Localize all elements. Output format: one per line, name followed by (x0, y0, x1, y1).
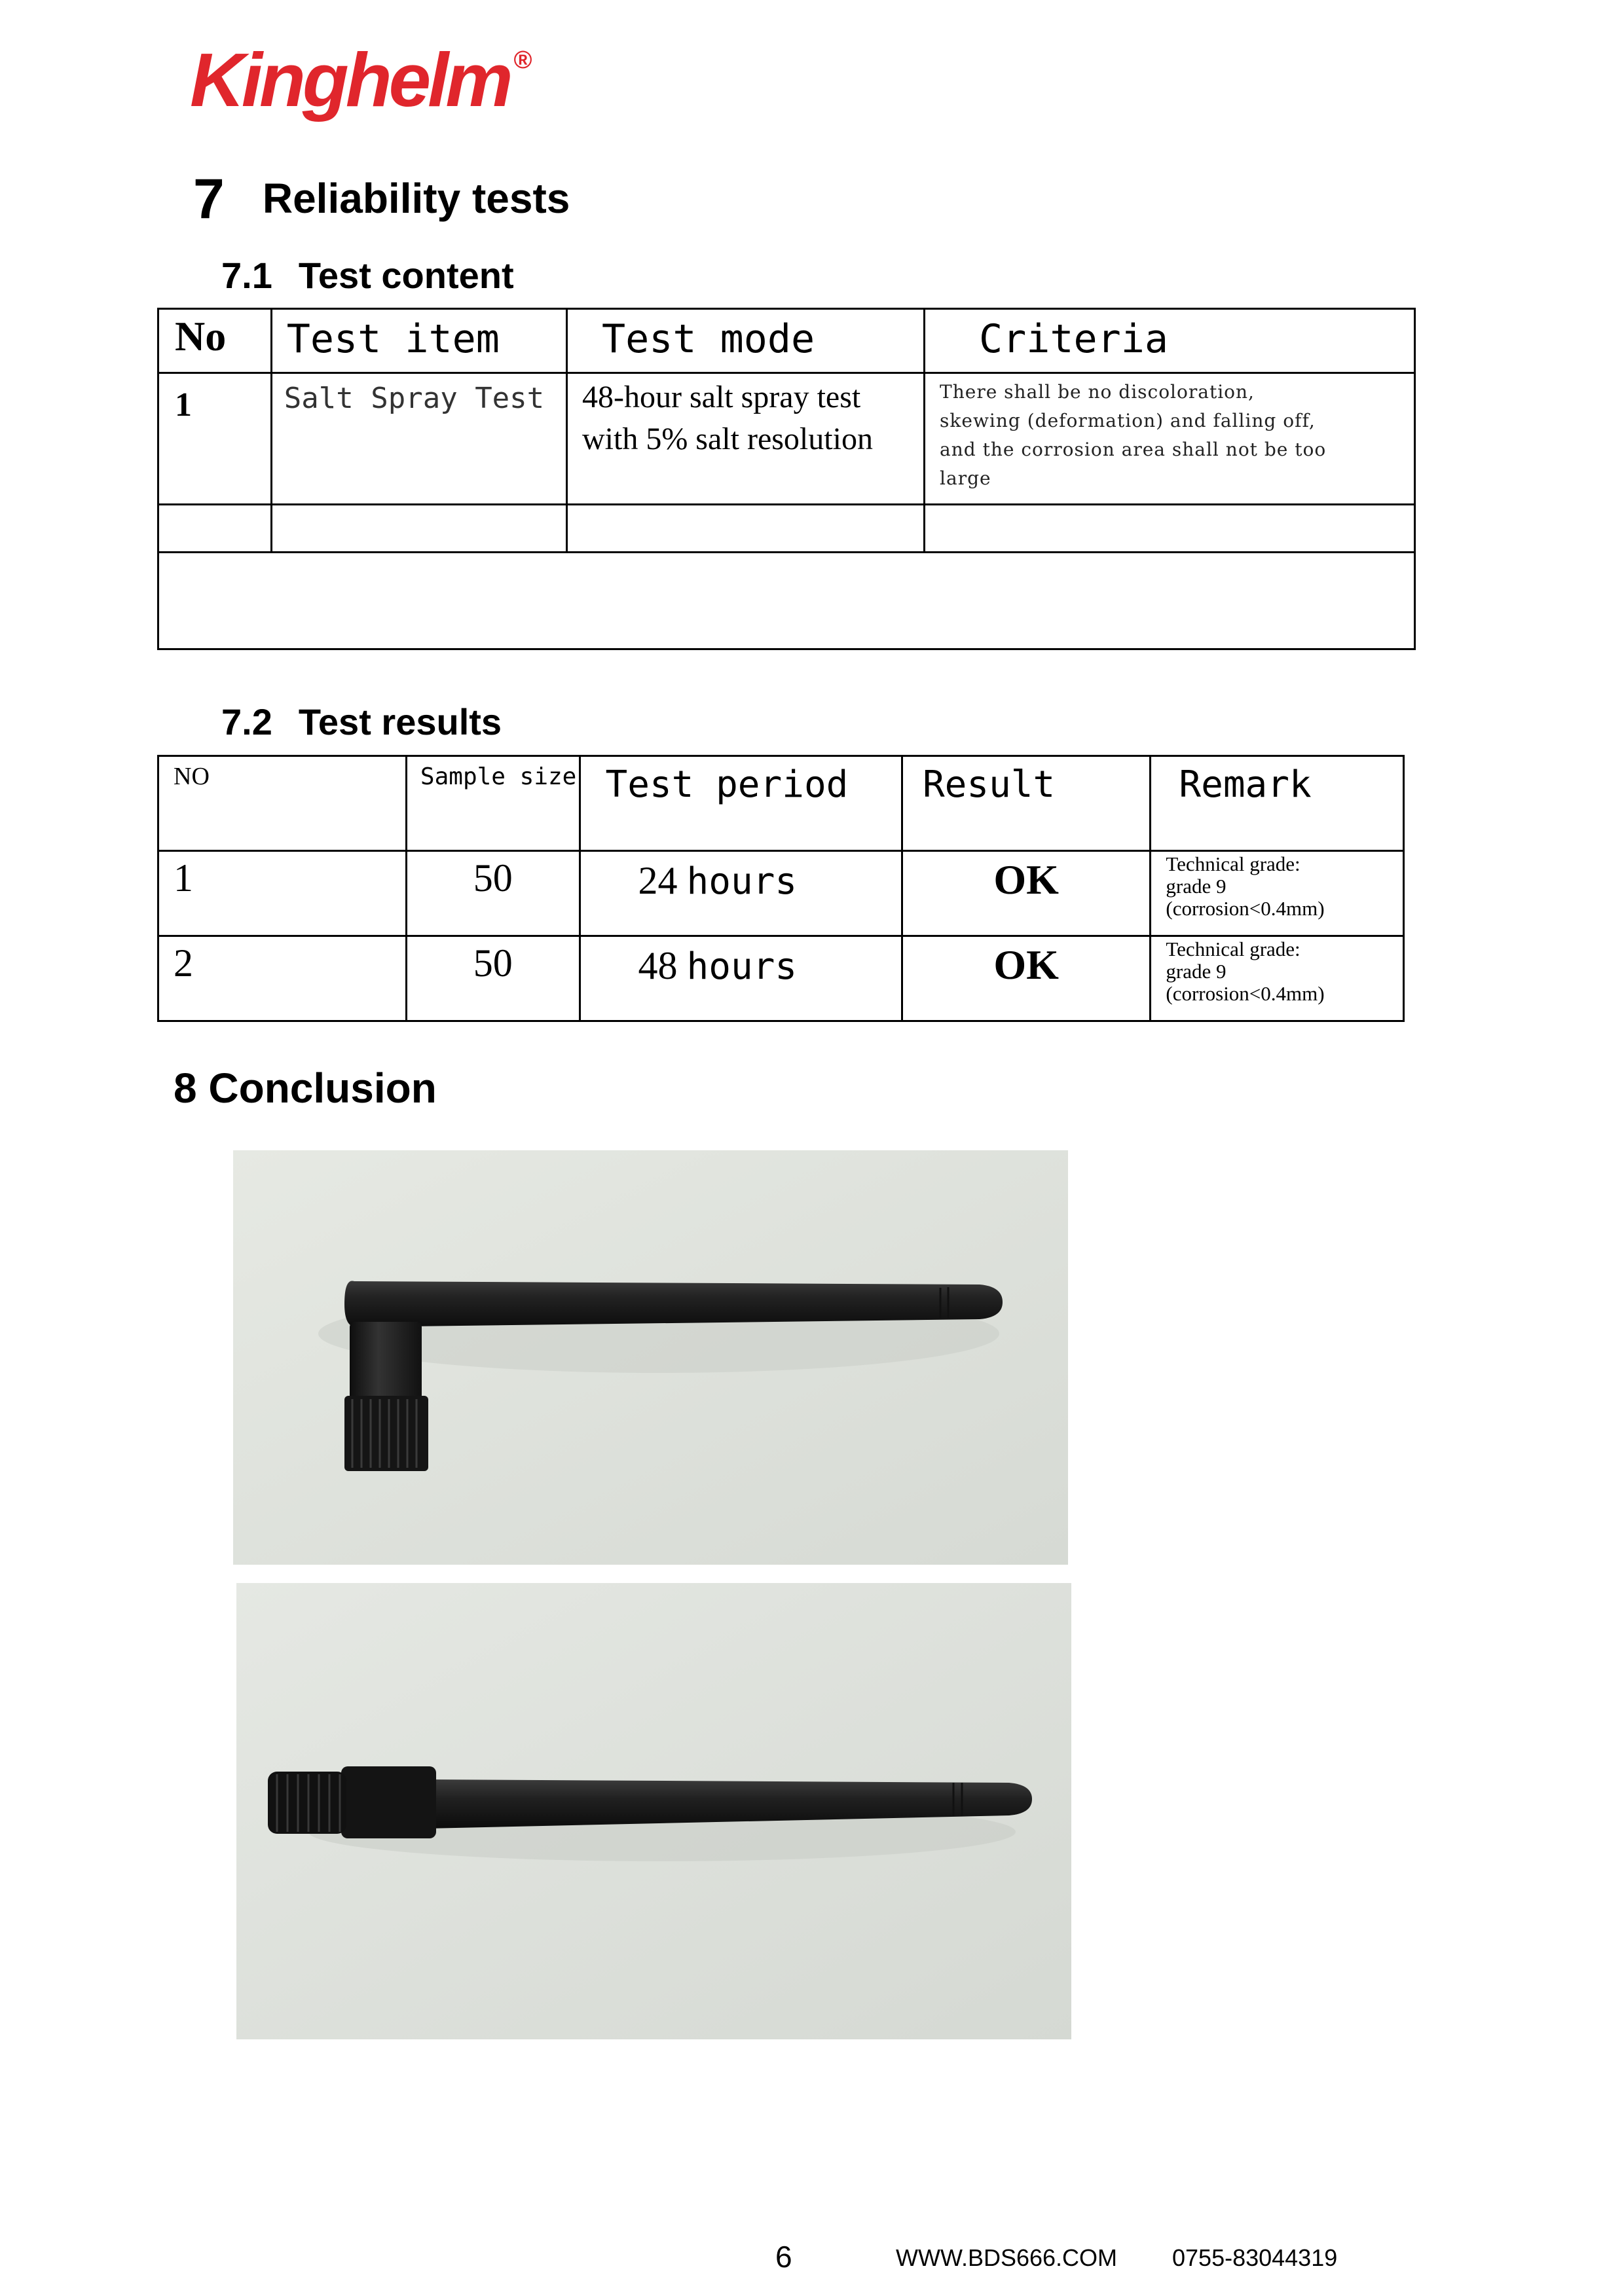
website-link[interactable]: WWW.BDS666.COM (896, 2244, 1118, 2271)
header-test-period: Test period (580, 756, 902, 851)
row-test-item: Salt Spray Test (271, 373, 566, 505)
test-mode-line: with 5% salt resolution (581, 422, 873, 456)
row-remark (1151, 936, 1404, 1021)
header-result: Result (902, 756, 1150, 851)
test-results-table (157, 755, 1405, 1022)
remark-line: grade 9 (1166, 875, 1227, 898)
empty-cell (925, 505, 1415, 553)
empty-merged-cell (158, 553, 1415, 649)
page-number: 6 (775, 2240, 792, 2274)
antenna-photo-bent (233, 1150, 1068, 1565)
header-no: No (158, 309, 272, 373)
test-content-table (157, 308, 1416, 650)
section-7-1-title: Test content (298, 255, 514, 296)
period-number: 24 (638, 859, 678, 902)
period-number: 48 (638, 944, 678, 987)
section-7-1-number: 7.1 (221, 255, 272, 296)
table-row (158, 373, 1415, 505)
section-7-2-title: Test results (298, 701, 502, 742)
table-header-row (158, 309, 1415, 373)
row-sample-size: 50 (406, 851, 580, 936)
remark-line: (corrosion<0.4mm) (1166, 897, 1325, 920)
section-7-1-heading (221, 254, 514, 297)
row-sample-size: 50 (406, 936, 580, 1021)
table-row (158, 936, 1404, 1021)
header-sample-size: Sample size (406, 756, 580, 851)
row-no: 1 (158, 851, 407, 936)
remark-line: (corrosion<0.4mm) (1166, 982, 1325, 1005)
criteria-line: and the corrosion area shall not be too (940, 439, 1327, 460)
criteria-line: large (940, 467, 991, 489)
row-test-mode (566, 373, 924, 505)
row-no: 2 (158, 936, 407, 1021)
header-criteria: Criteria (925, 309, 1415, 373)
empty-row (158, 505, 1415, 553)
empty-cell (566, 505, 924, 553)
empty-merged-row (158, 553, 1415, 649)
test-mode-line: 48-hour salt spray test (581, 380, 861, 414)
section-7-number: 7 (193, 168, 225, 230)
antenna-straight-illustration (236, 1583, 1071, 2039)
period-unit: hours (686, 860, 798, 903)
row-no: 1 (158, 373, 272, 505)
row-remark (1151, 851, 1404, 936)
phone-number: 0755-83044319 (1172, 2244, 1338, 2271)
row-result: OK (902, 936, 1150, 1021)
kinghelm-logo (190, 36, 532, 124)
section-7-heading (193, 167, 570, 232)
empty-cell (271, 505, 566, 553)
remark-line: grade 9 (1166, 960, 1227, 983)
logo-text: Kinghelm (190, 37, 510, 122)
section-7-2-number: 7.2 (221, 701, 272, 742)
section-7-title: Reliability tests (262, 175, 570, 222)
antenna-bent-illustration (233, 1150, 1068, 1565)
header-test-item: Test item (271, 309, 566, 373)
criteria-line: There shall be no discoloration, (940, 381, 1255, 403)
antenna-photo-straight (236, 1583, 1071, 2039)
table-header-row (158, 756, 1404, 851)
row-test-period (580, 851, 902, 936)
row-result: OK (902, 851, 1150, 936)
remark-line: Technical grade: (1166, 938, 1301, 960)
header-test-mode: Test mode (566, 309, 924, 373)
row-criteria (925, 373, 1415, 505)
row-test-period (580, 936, 902, 1021)
header-remark: Remark (1151, 756, 1404, 851)
registered-mark: ® (513, 46, 532, 75)
remark-line: Technical grade: (1166, 852, 1301, 875)
empty-cell (158, 505, 272, 553)
section-8-heading: 8 Conclusion (174, 1065, 437, 1112)
period-unit: hours (686, 945, 798, 988)
section-7-2-heading (221, 701, 502, 743)
header-no: NO (158, 756, 407, 851)
criteria-line: skewing (deformation) and falling off, (940, 410, 1316, 431)
table-row (158, 851, 1404, 936)
